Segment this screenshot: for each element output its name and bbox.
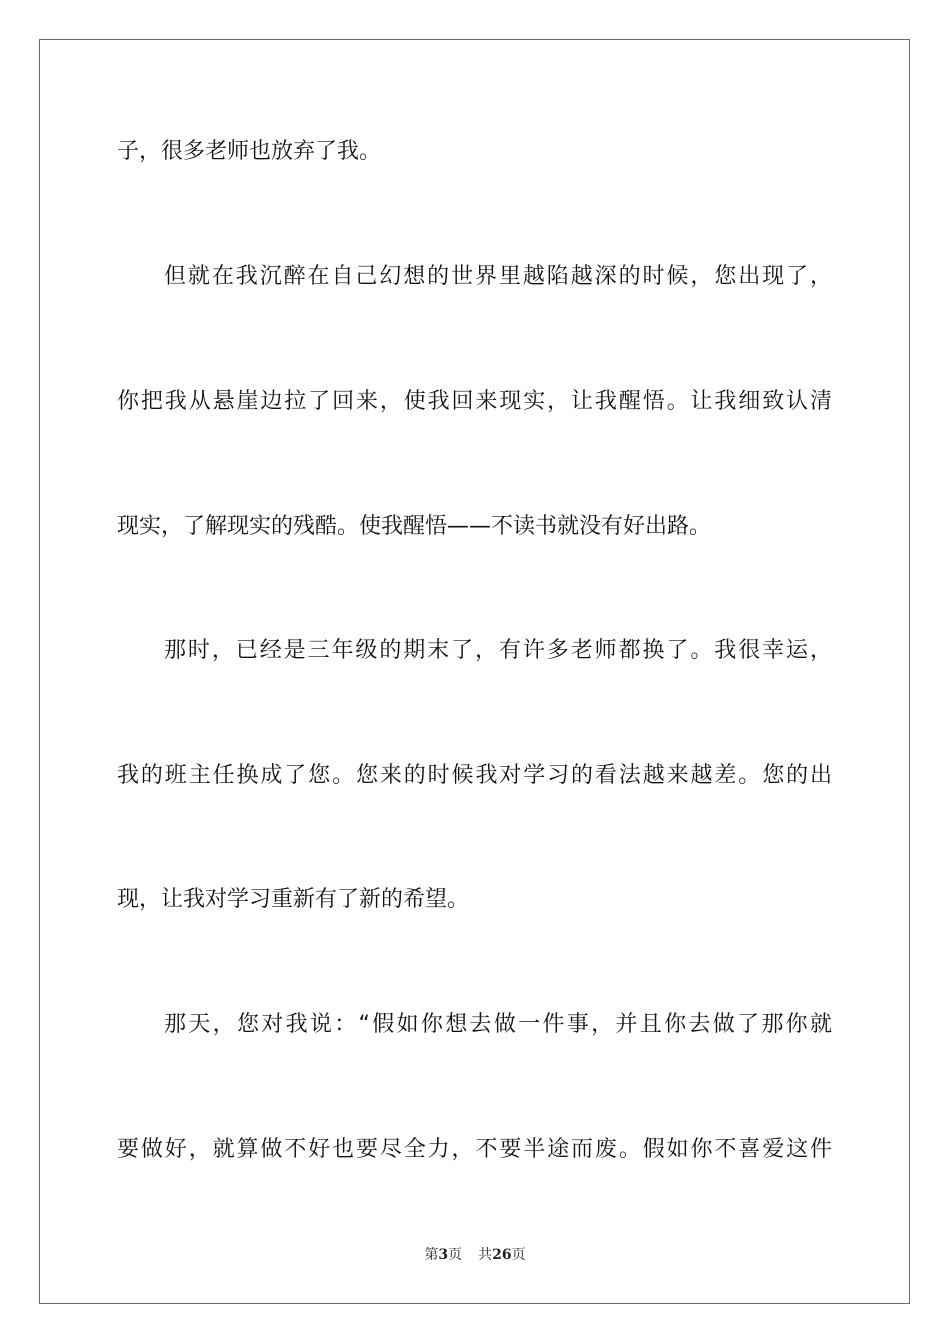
paragraph-first-line: 那时，已经是三年级的期末了，有许多老师都换了。我很幸运， [164,638,832,663]
text-line: 子，很多老师也放弃了我。 [117,139,382,164]
page-number: 3 [438,1247,449,1263]
text-line: 现实，了解现实的残酷。使我醒悟——不读书就没有好出路。 [117,514,712,539]
paragraph-first-line: 那天，您对我说：“假如你想去做一件事，并且你去做了那你就 [164,1012,832,1037]
total-suffix: 页 [511,1247,526,1263]
text-line: 你把我从悬崖边拉了回来，使我回来现实，让我醒悟。让我细致认清 [117,389,832,414]
total-prefix: 共 [478,1247,493,1263]
page-prefix: 第 [424,1247,439,1263]
text-line: 要做好，就算做不好也要尽全力，不要半途而废。假如你不喜爱这件 [117,1137,832,1162]
paragraph-first-line: 但就在我沉醉在自己幻想的世界里越陷越深的时候，您出现了， [164,264,832,289]
page-suffix: 页 [448,1247,463,1263]
text-line: 现，让我对学习重新有了新的希望。 [117,887,470,912]
page-footer [0,1244,950,1264]
total-pages: 26 [492,1247,512,1263]
page-border [39,39,910,1304]
text-line: 我的班主任换成了您。您来的时候我对学习的看法越来越差。您的出 [117,763,832,788]
